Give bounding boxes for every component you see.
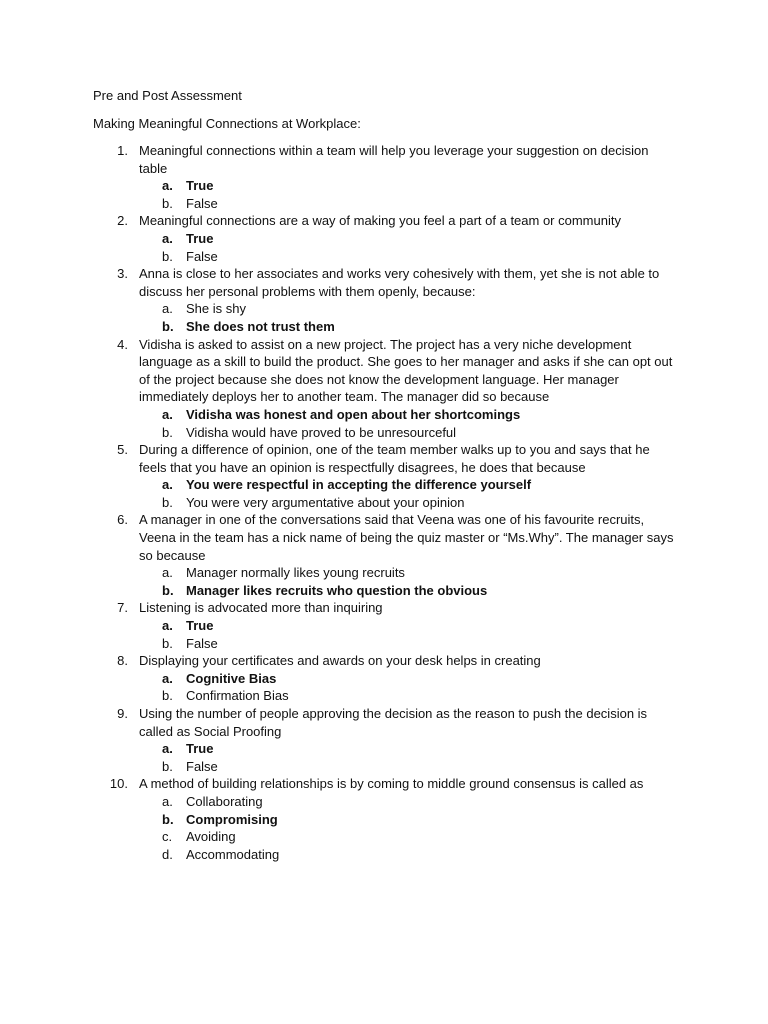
answer-option-correct (0, 230, 768, 248)
option-letter: a. (162, 406, 173, 422)
question-text: A method of building relationships is by coming to middle ground consensus is called as (139, 776, 644, 792)
option-text: True (186, 178, 214, 194)
option-letter: a. (162, 178, 173, 194)
question-number: 7. (117, 600, 128, 616)
question-number: 1. (117, 143, 128, 158)
option-letter: b. (162, 195, 173, 211)
option-text: Confirmation Bias (186, 688, 289, 704)
question-item (0, 265, 768, 300)
answer-option-correct (0, 740, 768, 758)
answer-option-correct (0, 670, 768, 688)
question-number: 4. (117, 336, 128, 352)
answer-option (0, 494, 768, 512)
question-item (0, 705, 768, 740)
option-letter: a. (162, 565, 173, 581)
question-item (0, 441, 768, 476)
answer-option (0, 564, 768, 582)
answer-option-correct (0, 617, 768, 635)
question-number: 9. (117, 706, 128, 721)
question-text: Listening is advocated more than inquiring (139, 600, 383, 616)
option-text: Vidisha would have proved to be unresourceful (186, 424, 457, 440)
option-letter: a. (162, 741, 173, 757)
option-letter: a. (162, 793, 173, 809)
answer-option-correct (0, 318, 768, 336)
option-text: False (186, 758, 218, 774)
option-text: False (186, 635, 218, 651)
option-text: Manager normally likes young recruits (186, 565, 405, 581)
option-text: Vidisha was honest and open about her shortcomings (186, 406, 521, 422)
question-text: Meaningful connections are a way of making you feel a part of a team or community (139, 213, 621, 229)
option-letter: a. (162, 618, 173, 634)
question-text: Anna is close to her associates and works very cohesively with them, yet she is not able to discuss her personal problems with them openly, because: (139, 266, 660, 299)
answer-option (0, 846, 768, 864)
option-text: True (186, 741, 214, 757)
question-number: 10. (109, 776, 128, 792)
question-number: 6. (117, 512, 128, 528)
question-text: Vidisha is asked to assist on a new project. The project has a very niche development language as a skill to build the product. She goes to her manager and asks if she can opt out of the project because she does not know the development language. Her manager immediately deploys her to another team. The manager did so because (139, 336, 673, 405)
option-text: False (186, 195, 218, 211)
question-text: A manager in one of the conversations said that Veena was one of his favourite recruits, Veena in the team has a nick name of being the quiz master or “Ms.Why”. The manager says so because (139, 512, 674, 563)
option-text: Manager likes recruits who question the obvious (186, 582, 488, 598)
option-text: True (186, 618, 214, 634)
option-letter: d. (162, 846, 173, 862)
option-letter: a. (162, 670, 173, 686)
option-letter: b. (162, 758, 173, 774)
answer-option-correct (0, 476, 768, 494)
option-letter: a. (162, 230, 173, 246)
answer-option (0, 758, 768, 776)
option-text: Avoiding (186, 829, 236, 845)
option-letter: a. (162, 477, 173, 493)
question-text: Displaying your certificates and awards on your desk helps in creating (139, 653, 541, 669)
option-letter: b. (162, 248, 173, 264)
option-text: True (186, 230, 214, 246)
option-letter: b. (162, 424, 173, 440)
question-item (0, 599, 768, 617)
question-item (0, 336, 768, 406)
answer-option-correct (0, 582, 768, 600)
option-letter: b. (162, 688, 173, 704)
question-number: 2. (117, 213, 128, 229)
answer-option (0, 635, 768, 653)
option-text: Cognitive Bias (186, 670, 277, 686)
answer-option-correct (0, 406, 768, 424)
document-title: Pre and Post Assessment (93, 88, 242, 103)
option-letter: b. (162, 582, 174, 598)
option-text: You were very argumentative about your opinion (186, 494, 465, 510)
option-letter: b. (162, 811, 174, 827)
option-text: Accommodating (186, 846, 280, 862)
answer-option-correct (0, 177, 768, 195)
option-text: You were respectful in accepting the difference yourself (186, 477, 532, 493)
option-letter: b. (162, 635, 173, 651)
question-number: 5. (117, 442, 128, 458)
question-text: Using the number of people approving the decision as the reason to push the decision is called as Social Proofing (139, 706, 648, 739)
answer-option (0, 195, 768, 213)
answer-option-correct (0, 811, 768, 829)
question-text: During a difference of opinion, one of the team member walks up to you and says that he feels that you have an opinion is respectfully disagrees, he does that because (139, 442, 650, 475)
question-number: 3. (117, 266, 128, 282)
question-item (0, 511, 768, 564)
question-item (0, 212, 768, 230)
option-text: Compromising (186, 811, 278, 827)
option-letter: a. (162, 301, 173, 317)
option-text: Collaborating (186, 793, 263, 809)
question-item (0, 142, 768, 177)
answer-option (0, 828, 768, 846)
question-item (0, 775, 768, 793)
option-letter: b. (162, 318, 174, 334)
answer-option (0, 300, 768, 318)
option-text: She is shy (186, 301, 246, 317)
answer-option (0, 793, 768, 811)
option-letter: c. (162, 829, 173, 845)
document-subtitle: Making Meaningful Connections at Workplace: (93, 116, 361, 131)
option-text: She does not trust them (186, 318, 335, 334)
question-number: 8. (117, 653, 128, 669)
option-letter: b. (162, 494, 173, 510)
answer-option (0, 248, 768, 266)
answer-option (0, 424, 768, 442)
option-text: False (186, 248, 218, 264)
question-item (0, 652, 768, 670)
question-text: Meaningful connections within a team will help you leverage your suggestion on decision table (139, 143, 649, 176)
question-list (0, 142, 768, 863)
answer-option (0, 687, 768, 705)
